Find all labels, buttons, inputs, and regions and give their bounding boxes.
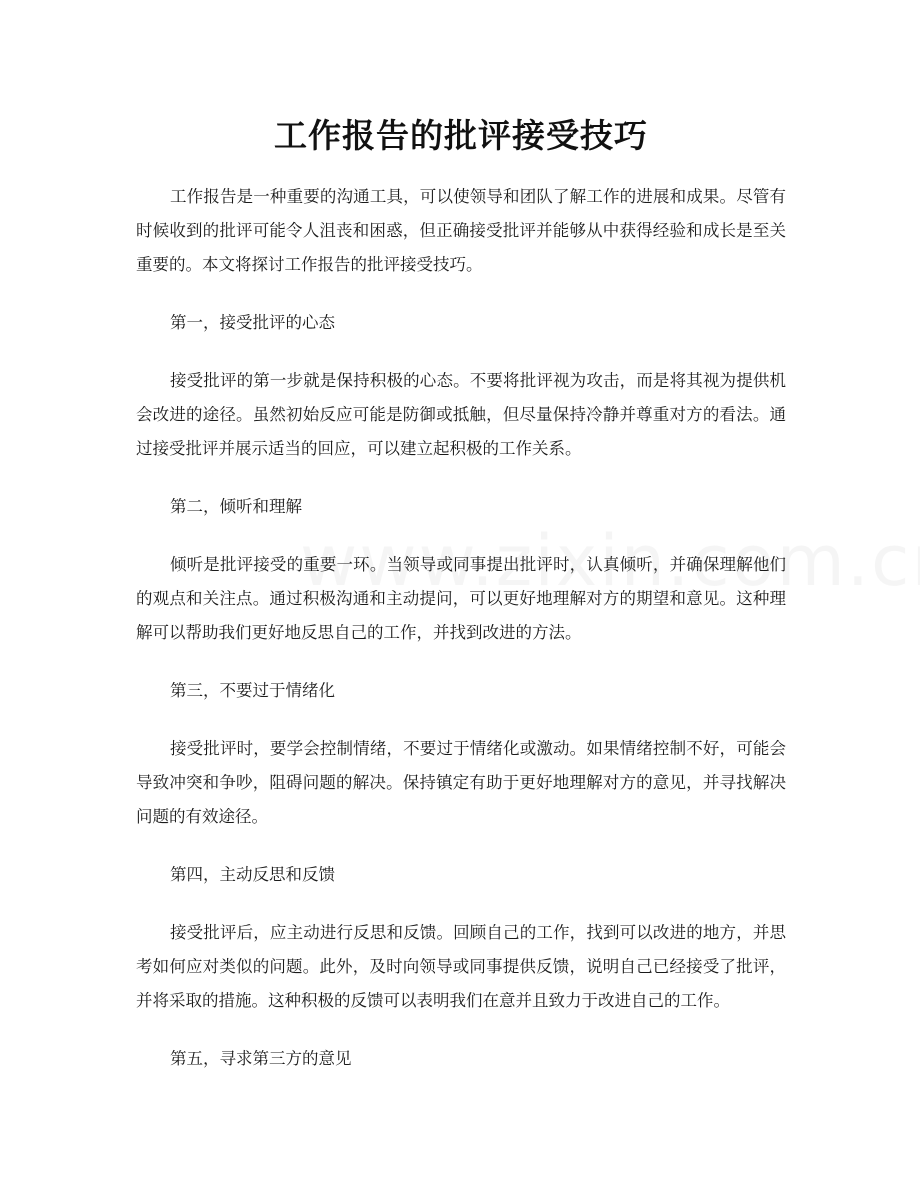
section-paragraph-1: 接受批评的第一步就是保持积极的心态。不要将批评视为攻击，而是将其视为提供机会改进的途径。虽然初始反应可能是防御或抵触，但尽量保持冷静并尊重对方的看法。通过接受批评并展示适当的回应，可以建立起积极的工作关系。	[136, 371, 786, 458]
section-heading-4: 第四，主动反思和反馈	[170, 865, 335, 884]
section-heading-3: 第三，不要过于情绪化	[170, 681, 335, 700]
section-paragraph-2: 倾听是批评接受的重要一环。当领导或同事提出批评时，认真倾听，并确保理解他们的观点和关注点。通过积极沟通和主动提问，可以更好地理解对方的期望和意见。这种理解可以帮助我们更好地反思自己的工作，并找到改进的方法。	[136, 555, 786, 642]
section-paragraph-4: 接受批评后，应主动进行反思和反馈。回顾自己的工作，找到可以改进的地方，并思考如何应对类似的问题。此外，及时向领导或同事提供反馈，说明自己已经接受了批评，并将采取的措施。这种积极的反馈可以表明我们在意并且致力于改进自己的工作。	[136, 923, 786, 1010]
document-title: 工作报告的批评接受技巧	[274, 116, 648, 155]
intro-paragraph: 工作报告是一种重要的沟通工具，可以使领导和团队了解工作的进展和成果。尽管有时候收到的批评可能令人沮丧和困惑，但正确接受批评并能够从中获得经验和成长是至关重要的。本文将探讨工作报告的批评接受技巧。	[136, 187, 786, 274]
section-heading-2: 第二，倾听和理解	[170, 497, 302, 516]
section-heading-1: 第一，接受批评的心态	[170, 313, 335, 332]
section-paragraph-3: 接受批评时，要学会控制情绪，不要过于情绪化或激动。如果情绪控制不好，可能会导致冲突和争吵，阻碍问题的解决。保持镇定有助于更好地理解对方的意见，并寻找解决问题的有效途径。	[136, 739, 786, 826]
section-heading-5: 第五，寻求第三方的意见	[170, 1049, 352, 1068]
document-body	[136, 180, 786, 1100]
